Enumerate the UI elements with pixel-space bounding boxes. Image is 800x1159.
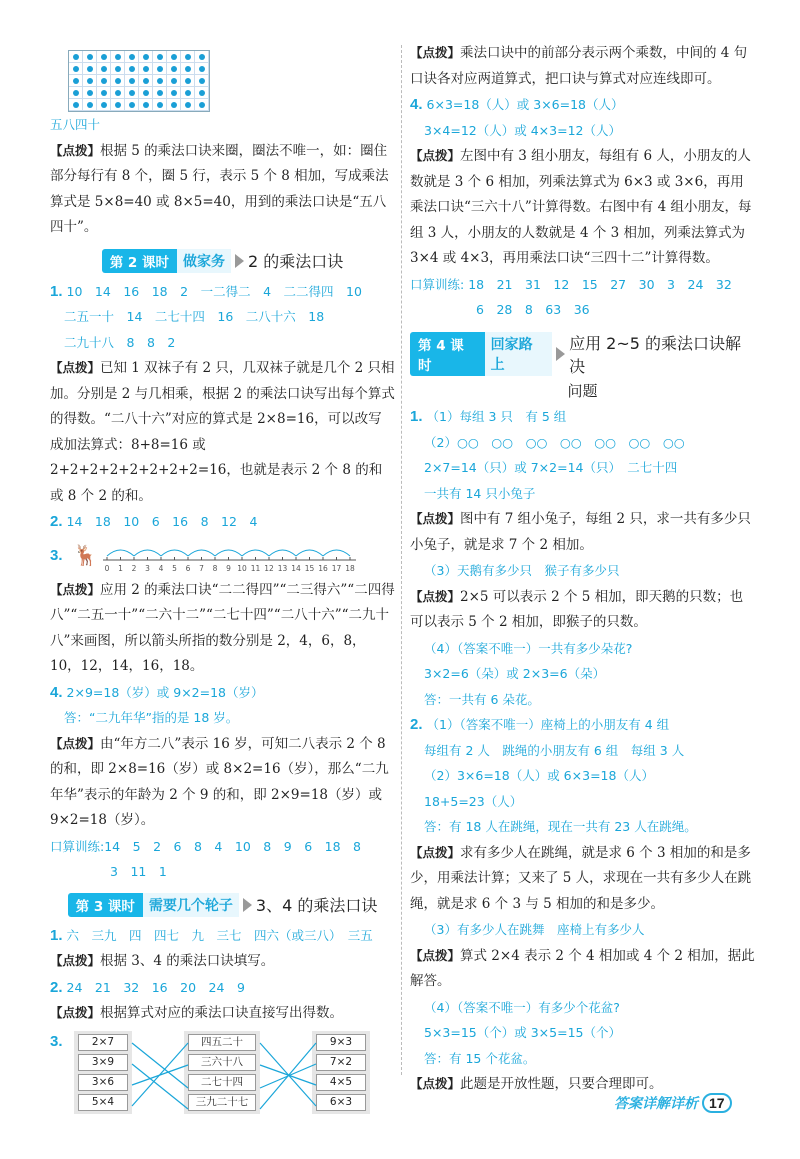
dot [143, 66, 149, 72]
matching-figure: 3. 2×7 3×9 3×6 5×4 四五二十 三六十八 二七十四 三九二十七 9×3 7×2 4×5 6×3 [50, 1029, 395, 1124]
arrow-icon [235, 254, 244, 268]
dot [115, 78, 121, 84]
grid-cell [83, 87, 97, 99]
arrow-icon [556, 347, 565, 361]
dot [101, 78, 107, 84]
hint-paragraph: 【点拨】根据算式对应的乘法口诀直接写出得数。 [50, 1005, 344, 1021]
dot [129, 90, 135, 96]
arrow-icon [243, 898, 252, 912]
grid-cell [69, 87, 83, 99]
middle-box: 四五二十 三六十八 二七十四 三九二十七 [184, 1031, 260, 1114]
tick-label: 6 [185, 563, 190, 573]
hint-paragraph: 【点拨】根据 3、4 的乘法口诀填写。 [50, 953, 275, 969]
dot [87, 54, 93, 60]
hint-paragraph: 【点拨】已知 1 双袜子有 2 只，几双袜子就是几个 2 只相加。分别是 2 与几相乘，根据 2 的乘法口诀写出每个算式的得数。“二八十六”对应的算式是 2×8=16，可以改写成加法算式：8+8=16 或 2+2+2+2+2+2+2+2=16，也就是表示 2 个 8 的和或 8 个 2 的和。 [50, 360, 395, 504]
tick-label: 17 [331, 563, 341, 573]
grid-cell [139, 99, 153, 111]
grid-cell [181, 63, 195, 75]
tick-label: 15 [304, 563, 314, 573]
left-column [50, 40, 395, 1124]
page-footer [614, 1093, 732, 1113]
grid-cell [97, 63, 111, 75]
dot [185, 102, 191, 108]
dot [115, 90, 121, 96]
grid-cell [195, 63, 209, 75]
dot [199, 78, 205, 84]
grid-cell [167, 63, 181, 75]
dot [199, 102, 205, 108]
hint-paragraph: 【点拨】2×5 可以表示 2 个 5 相加，即天鹅的只数；也可以表示 5 个 2 相加，即猴子的只数。 [410, 588, 744, 630]
tick-label: 4 [158, 563, 163, 573]
dot [87, 78, 93, 84]
tick-label: 13 [277, 563, 287, 573]
grid-cell [125, 87, 139, 99]
dot [185, 54, 191, 60]
dot [157, 78, 163, 84]
grid-cell [181, 51, 195, 63]
q-4: 4. 6×3=18（人）或 3×6=18（人） [410, 96, 624, 113]
grid-cell [139, 51, 153, 63]
grid-cell [97, 75, 111, 87]
jump-arc [269, 550, 296, 556]
grid-cell [97, 87, 111, 99]
answer-text: （4）（答案不唯一）一共有多少朵花? [424, 640, 633, 656]
grid-cell [139, 63, 153, 75]
dot [199, 90, 205, 96]
dot [101, 66, 107, 72]
hint-paragraph: 【点拨】图中有 7 组小兔子，每组 2 只，求一共有多少只小兔子，就是求 7 个 2 相加。 [410, 511, 751, 553]
q-2: 2. 24 21 32 16 20 24 9 [50, 978, 245, 996]
dot [101, 54, 107, 60]
grid-cell [125, 51, 139, 63]
grid-cell [139, 87, 153, 99]
grid-cell [125, 75, 139, 87]
grid-cell [97, 99, 111, 111]
dot [115, 54, 121, 60]
hint-paragraph: 【点拨】此题是开放性题，只要合理即可。 [410, 1076, 663, 1092]
dot [87, 102, 93, 108]
grid-cell [83, 75, 97, 87]
dot [73, 90, 79, 96]
answer-text: 答：有 18 人在跳绳，现在一共有 23 人在跳绳。 [424, 819, 697, 834]
answer-text: 3×2=6（朵）或 2×3=6（朵） [424, 666, 606, 681]
answer-text: （3）有多少人在跳舞 座椅上有多少人 [424, 922, 645, 937]
grid-cell [69, 51, 83, 63]
answer-text: 答：“二九年华”指的是 18 岁。 [64, 710, 239, 725]
column-divider [401, 45, 402, 1075]
q-1: 1. 六 三九 四 四七 九 三七 四六（或三八） 三五 [50, 926, 373, 944]
lesson-header: 第 3 课时 需要几个轮子 3、4 的乘法口诀 [50, 893, 395, 917]
grid-cell [181, 75, 195, 87]
deer-icon: 🦌 [72, 542, 98, 567]
grid-cell [195, 87, 209, 99]
tick-label: 12 [263, 563, 274, 573]
answer-text: 18+5=23（人） [424, 793, 523, 809]
grid-cell [153, 75, 167, 87]
dot [73, 66, 79, 72]
grid-cell [153, 51, 167, 63]
answer-text: 5×3=15（个）或 3×5=15（个） [424, 1025, 621, 1040]
tick-label: 0 [104, 563, 109, 573]
left-box: 2×7 3×9 3×6 5×4 [74, 1031, 132, 1114]
hint-paragraph: 【点拨】算式 2×4 表示 2 个 4 相加或 4 个 2 相加，据此解答。 [410, 947, 755, 989]
grid-cell [69, 63, 83, 75]
answer-text: 6 28 8 63 36 [476, 302, 590, 317]
answer-text: 答：有 15 个花盆。 [424, 1050, 536, 1066]
jump-arc [134, 550, 161, 556]
dot [199, 54, 205, 60]
jump-arc [215, 550, 242, 556]
grid-cell [181, 87, 195, 99]
dot [115, 102, 121, 108]
q-3: 3. 🦌 0 1 2 3 4 5 6 7 8 9 10 11 12 13 14 15 16 17 18 [50, 535, 395, 577]
q-2: 2. （1）（答案不唯一）座椅上的小朋友有 4 组 [410, 716, 670, 733]
answer-text: （4）（答案不唯一）有多少个花盆? [424, 999, 620, 1015]
hint-paragraph: 【点拨】左图中有 3 组小朋友，每组有 6 人，小朋友的人数就是 3 个 6 相加，列乘法算式为 6×3 或 3×6，再用乘法口诀“三六十八”计算得数。右图中有 4 组小朋友，每组 3 人，小朋友的人数就是 4 个 3 相加，列乘法算式为 3×4 或 4×3，再用乘法口诀“三四十二”计算得数。 [410, 148, 752, 266]
dot [157, 102, 163, 108]
q-1: 1. 10 14 16 18 2 一二得二 4 二二得四 10 [50, 282, 362, 300]
answer-text: （2）○○ ○○ ○○ ○○ ○○ ○○ ○○ [424, 434, 685, 450]
hint-paragraph: 【点拨】求有多少人在跳绳，就是求 6 个 3 相加的和是多少，用乘法计算；又来了 5 人，求现在一共有多少人在跳绳，就是求 6 个 3 与 5 相加的和是多少。 [410, 844, 752, 912]
answer-text: 答：一共有 6 朵花。 [424, 691, 540, 707]
dot [143, 78, 149, 84]
grid-cell [83, 63, 97, 75]
grid-cell [69, 99, 83, 111]
grid-cell [125, 99, 139, 111]
answer-text: （2）3×6=18（人）或 6×3=18（人） [424, 768, 654, 783]
lesson-header: 第 2 课时 做家务 2 的乘法口诀 [50, 249, 395, 273]
dot [87, 90, 93, 96]
hint-paragraph: 【点拨】由“年方二八”表示 16 岁，可知二八表示 2 个 8 的和，即 2×8=16（岁）或 8×2=16（岁），那么“二九年华”表示的年龄为 2 个 9 的和，即 2×9=18（岁）或 9×2=18（岁）。 [50, 735, 389, 828]
dot [157, 66, 163, 72]
lesson-topic-cont: 问题 [567, 381, 598, 400]
tick-label: 7 [198, 563, 204, 573]
answer-text: 五八四十 [50, 117, 101, 132]
dot [129, 102, 135, 108]
tick-label: 2 [131, 563, 136, 573]
tick-label: 8 [212, 563, 217, 573]
connector-lines [50, 1029, 395, 1124]
grid-cell [195, 51, 209, 63]
dot [143, 102, 149, 108]
grid-cell [195, 99, 209, 111]
grid-cell [139, 75, 153, 87]
grid-cell [153, 87, 167, 99]
dot [129, 66, 135, 72]
jump-arc [296, 550, 323, 556]
grid-cell [111, 51, 125, 63]
grid-cell [153, 63, 167, 75]
jump-arc [107, 550, 134, 556]
answer-text: 一共有 14 只小兔子 [424, 485, 536, 501]
jump-arc [242, 550, 269, 556]
hint-paragraph: 【点拨】乘法口诀中的前部分表示两个乘数，中间的 4 句口诀各对应两道算式，把口诀与算式对应连线即可。 [410, 45, 748, 87]
grid-cell [111, 63, 125, 75]
tick-label: 10 [236, 563, 247, 573]
grid-cell [153, 99, 167, 111]
dot [171, 78, 177, 84]
dot [73, 102, 79, 108]
dot [157, 54, 163, 60]
dot [143, 90, 149, 96]
dot-grid-figure [68, 50, 210, 112]
dot [185, 90, 191, 96]
tick-label: 3 [144, 563, 150, 573]
jump-arc [323, 550, 350, 556]
hint-paragraph: 【点拨】根据 5 的乘法口诀来圈，圈法不唯一，如：圈住部分每行有 8 个，圈 5 行，表示 5 个 8 相加，写成乘法算式是 5×8=40 或 8×5=40，用到的乘法口诀是“五八四十”。 [50, 142, 389, 235]
dot [73, 78, 79, 84]
tick-label: 14 [290, 563, 301, 573]
dot [157, 90, 163, 96]
grid-cell [97, 51, 111, 63]
answer-text: 二五一十 14 二七十四 16 二八十六 18 [64, 309, 325, 324]
answer-text: 二九十八 8 8 2 [64, 334, 176, 350]
lesson-header: 第 4 课时 回家路上 应用 2~5 的乘法口诀解决 [410, 331, 755, 377]
jump-arc [188, 550, 215, 556]
grid-cell [69, 75, 83, 87]
dot [171, 90, 177, 96]
dot [129, 54, 135, 60]
dot [143, 54, 149, 60]
grid-cell [111, 99, 125, 111]
dot [115, 66, 121, 72]
number-line-figure [67, 536, 367, 576]
page-number: 17 [702, 1093, 732, 1113]
tick-label: 5 [171, 563, 177, 573]
right-column [410, 40, 755, 1098]
answer-text: 3×4=12（人）或 4×3=12（人） [424, 122, 621, 138]
answer-text: 2×7=14（只）或 7×2=14（只） 二七十四 [424, 460, 678, 475]
answer-text: 每组有 2 人 跳绳的小朋友有 6 组 每组 3 人 [424, 742, 685, 758]
hint-paragraph: 【点拨】应用 2 的乘法口诀“二二得四”“二三得六”“二四得八”“二五一十”“二六十二”“二七十四”“二八十六”“二九十八”来画图，所以箭头所指的数分别是 2，4，6，8，10，12，14，16，18。 [50, 581, 395, 674]
dot [171, 102, 177, 108]
dot [129, 78, 135, 84]
grid-cell [83, 99, 97, 111]
grid-cell [167, 51, 181, 63]
q-4: 4. 2×9=18（岁）或 9×2=18（岁） [50, 683, 264, 701]
grid-cell [111, 75, 125, 87]
answer-text: 3 11 1 [110, 864, 167, 879]
grid-cell [181, 99, 195, 111]
grid-cell [167, 99, 181, 111]
grid-cell [167, 87, 181, 99]
q-1: 1. （1）每组 3 只 有 5 组 [410, 408, 567, 425]
oral-practice: 口算训练: 18 21 31 12 15 27 30 3 24 32 [410, 276, 732, 292]
tick-label: 11 [250, 563, 260, 573]
tick-label: 1 [117, 563, 123, 573]
dot [101, 90, 107, 96]
jump-arc [161, 550, 188, 556]
tick-label: 18 [344, 563, 355, 573]
grid-cell [195, 75, 209, 87]
dot [73, 54, 79, 60]
dot [199, 66, 205, 72]
grid-cell [83, 51, 97, 63]
dot [171, 54, 177, 60]
oral-practice: 口算训练:14 5 2 6 8 4 10 8 9 6 18 8 [50, 838, 362, 854]
q-2: 2. 14 18 10 6 16 8 12 4 [50, 513, 258, 530]
footer-label: 答案详解详析 [614, 1096, 698, 1112]
tick-label: 9 [225, 563, 231, 573]
grid-cell [111, 87, 125, 99]
dot [185, 66, 191, 72]
dot [101, 102, 107, 108]
dot [185, 78, 191, 84]
dot [171, 66, 177, 72]
grid-cell [125, 63, 139, 75]
grid-cell [167, 75, 181, 87]
dot [87, 66, 93, 72]
tick-label: 16 [317, 563, 328, 573]
right-box: 9×3 7×2 4×5 6×3 [312, 1031, 370, 1114]
answer-text: （3）天鹅有多少只 猴子有多少只 [424, 563, 620, 578]
